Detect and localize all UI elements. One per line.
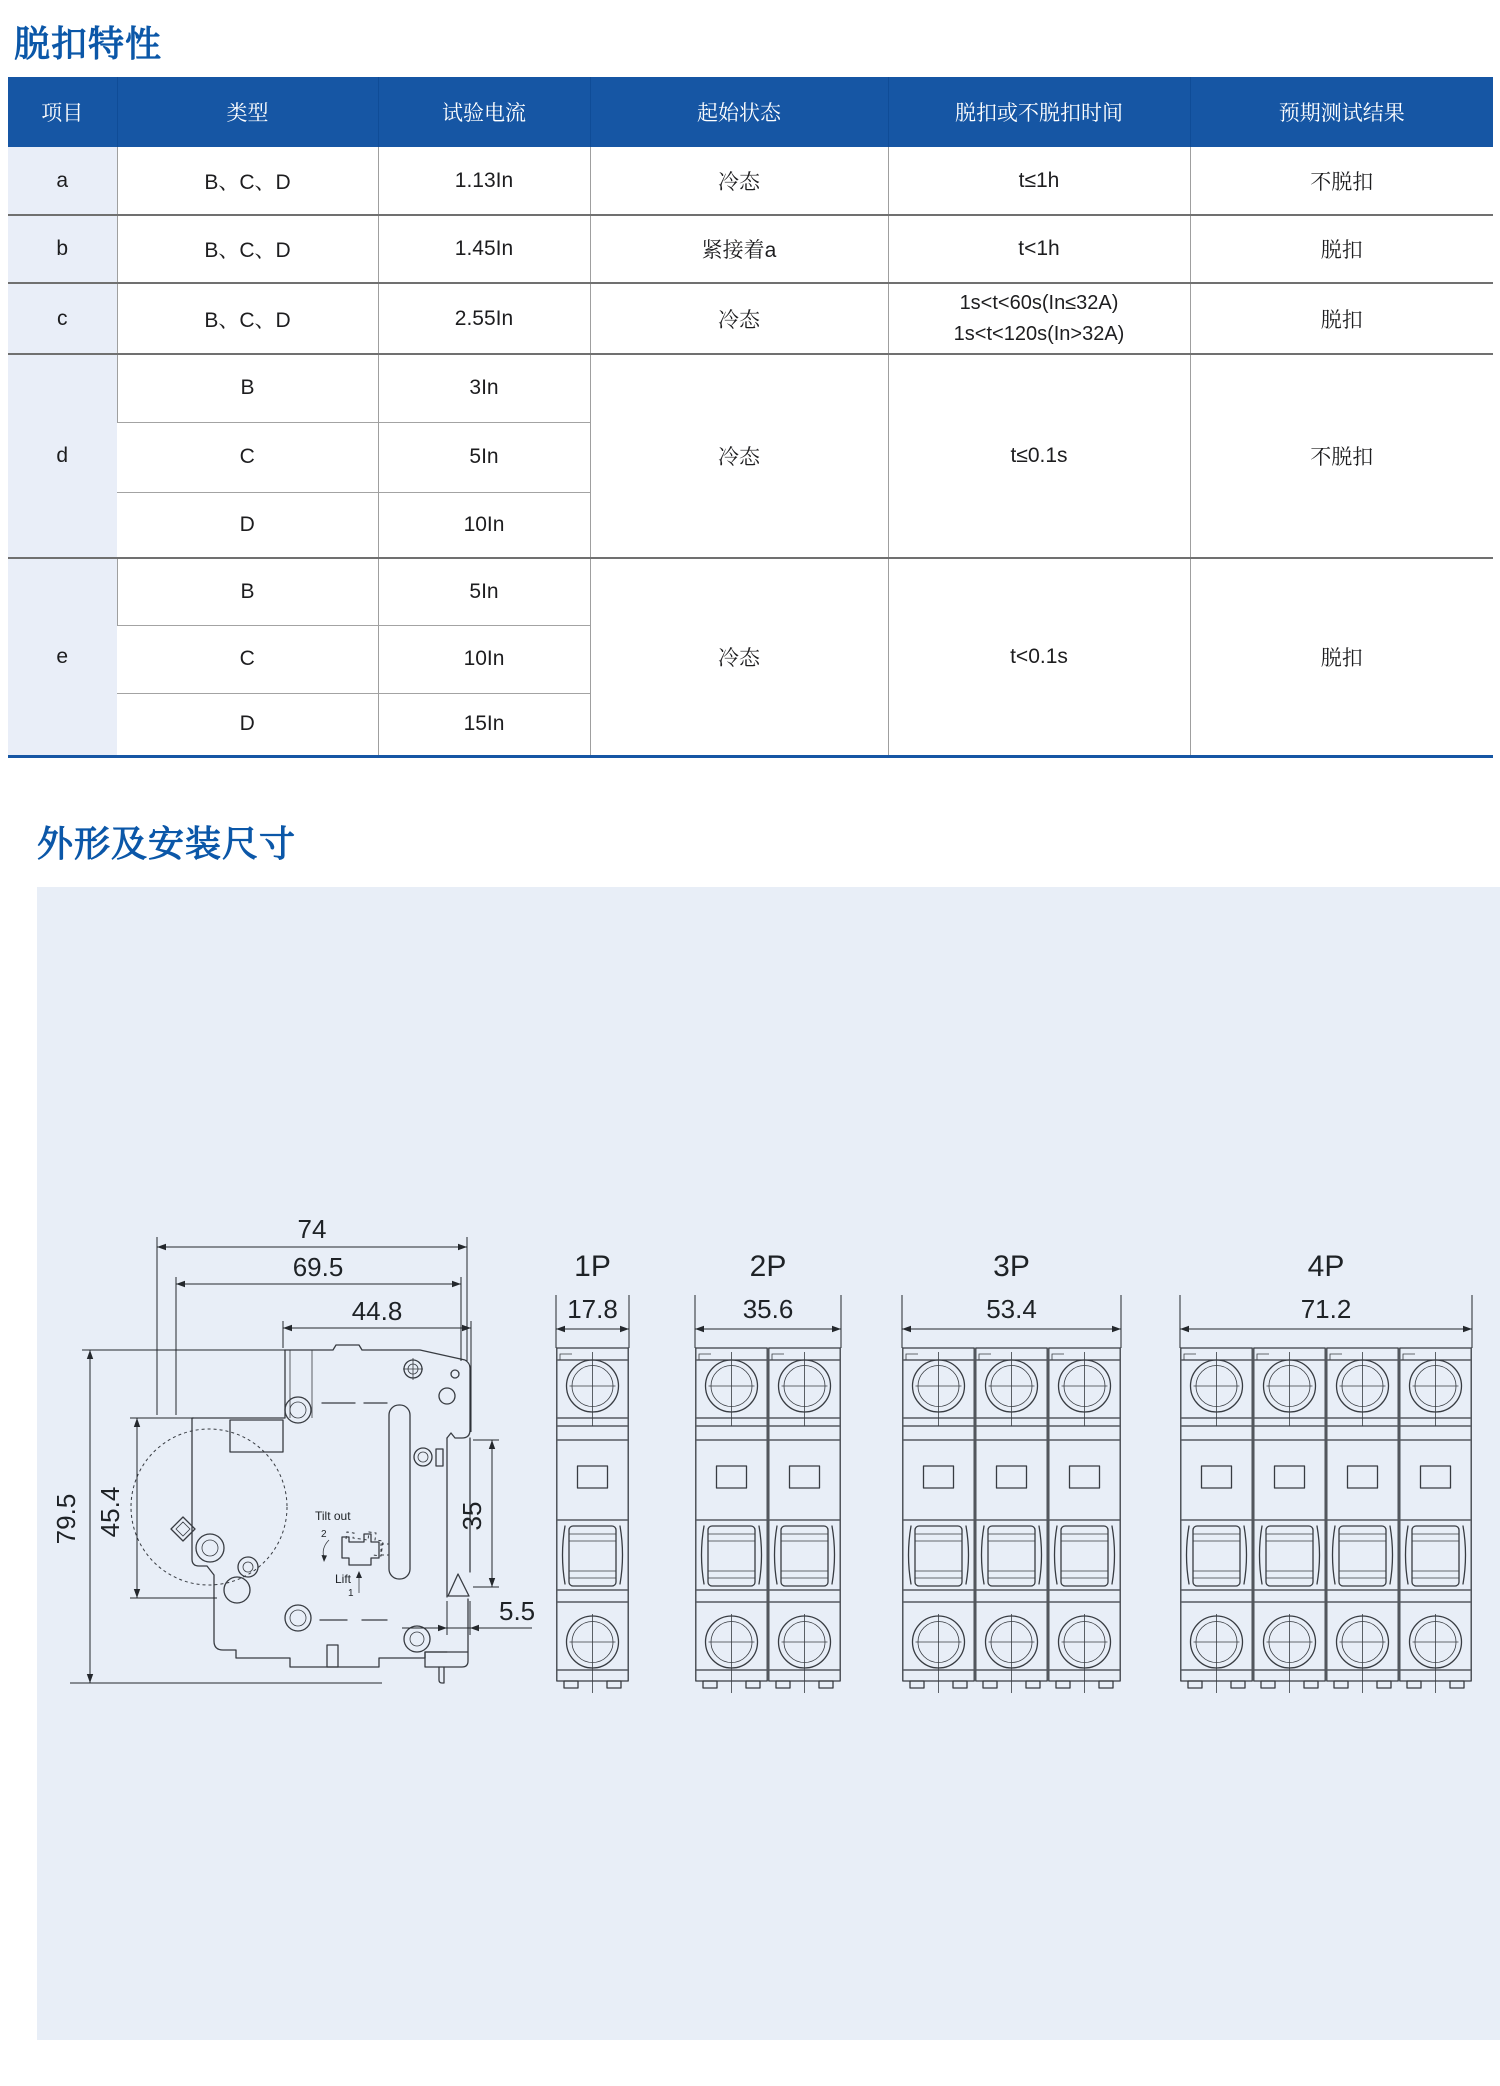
cell-current: 3In [378,354,590,422]
cell-current: 15In [378,693,590,756]
cell-state: 冷态 [590,354,888,558]
cell-type: B、C、D [117,215,378,283]
cell-result: 不脱扣 [1190,354,1493,558]
breaker-pole-front [769,1348,840,1693]
tilt-out-label: Tilt out [315,1509,351,1523]
cell-current: 2.55In [378,283,590,354]
cell-time: t≤0.1s [888,354,1190,558]
table-header-row [8,77,1493,147]
trip-characteristics-table [8,77,1493,758]
pole-count-label: 3P [993,1250,1030,1283]
section-title-trip-characteristics: 脱扣特性 [14,23,163,64]
cell-time [888,283,1190,354]
breaker-pole-front [1327,1348,1398,1693]
cell-current: 1.13In [378,147,590,215]
dim-front-width: 44.8 [351,1296,403,1326]
cell-result: 脱扣 [1190,283,1493,354]
front-view-1P [556,1250,629,1693]
cell-state: 冷态 [590,558,888,756]
table-row-d1 [8,354,1493,422]
dimension-drawing-panel [37,887,1500,2040]
cell-state: 紧接着a [590,215,888,283]
front-view-3P [902,1250,1121,1693]
breaker-pole-front [557,1348,628,1693]
cell-time: t<1h [888,215,1190,283]
width-dimension-label: 53.4 [986,1294,1037,1324]
cell-time-line2: 1s<t<120s(In>32A) [953,322,1125,345]
width-dimension-label: 35.6 [742,1294,794,1324]
width-dimension-label: 17.8 [567,1294,618,1324]
table-row-e1 [8,558,1493,625]
pole-count-label: 2P [749,1250,787,1283]
side-view-drawing [51,1214,535,1683]
cell-item: a [8,147,117,215]
dim-total-width: 74 [297,1214,327,1244]
col-header-result: 预期测试结果 [1190,77,1493,147]
cell-time-line1: 1s<t<60s(In≤32A) [959,291,1119,314]
cell-result: 脱扣 [1190,215,1493,283]
cell-type: D [117,693,378,756]
cell-item: d [8,354,117,558]
cell-current: 10In [378,492,590,558]
section-title-dimensions: 外形及安装尺寸 [37,823,297,864]
lift-step: 1 [348,1588,354,1599]
cell-type: D [117,492,378,558]
cell-type: B、C、D [117,283,378,354]
cell-type: C [117,422,378,492]
cell-type: B [117,558,378,625]
side-view-dimensions [51,1214,535,1683]
front-view-2P [695,1250,841,1693]
pole-count-label: 1P [574,1250,611,1283]
lift-label: Lift [335,1572,352,1586]
cell-type: B、C、D [117,147,378,215]
table-row-a [8,147,1493,215]
cell-item: c [8,283,117,354]
dim-front-height: 45.4 [95,1486,125,1538]
table-row-c [8,283,1493,354]
breaker-pole-front [976,1348,1047,1693]
breaker-pole-front [903,1348,974,1693]
width-dimension-label: 71.2 [1300,1294,1352,1324]
breaker-pole-front [1254,1348,1325,1693]
col-header-type: 类型 [117,77,378,147]
front-views-group [556,1250,1472,1693]
pole-count-label: 4P [1307,1250,1345,1283]
cell-state: 冷态 [590,283,888,354]
breaker-pole-front [1400,1348,1471,1693]
cell-type: C [117,625,378,693]
cell-current: 1.45In [378,215,590,283]
cell-result: 不脱扣 [1190,147,1493,215]
cell-state: 冷态 [590,147,888,215]
cell-type: B [117,354,378,422]
dim-total-height: 79.5 [51,1493,81,1545]
cell-current: 5In [378,422,590,492]
dim-rail-height: 35 [457,1501,487,1531]
col-header-time: 脱扣或不脱扣时间 [888,77,1190,147]
breaker-pole-front [696,1348,767,1693]
cell-item: e [8,558,117,756]
cell-current: 5In [378,558,590,625]
col-header-state: 起始状态 [590,77,888,147]
dimension-drawing [37,887,1500,2040]
cell-time: t<0.1s [888,558,1190,756]
dim-rail-offset: 5.5 [499,1596,536,1626]
breaker-pole-front [1181,1348,1252,1693]
table-row-b [8,215,1493,283]
cell-time: t≤1h [888,147,1190,215]
din-clip-annotation [315,1509,389,1599]
dim-body-width: 69.5 [292,1252,344,1282]
breaker-pole-front [1049,1348,1120,1693]
cell-result: 脱扣 [1190,558,1493,756]
front-view-4P [1180,1250,1472,1693]
col-header-item: 项目 [8,77,117,147]
cell-current: 10In [378,625,590,693]
cell-item: b [8,215,117,283]
col-header-current: 试验电流 [378,77,590,147]
tilt-out-step: 2 [321,1529,327,1540]
